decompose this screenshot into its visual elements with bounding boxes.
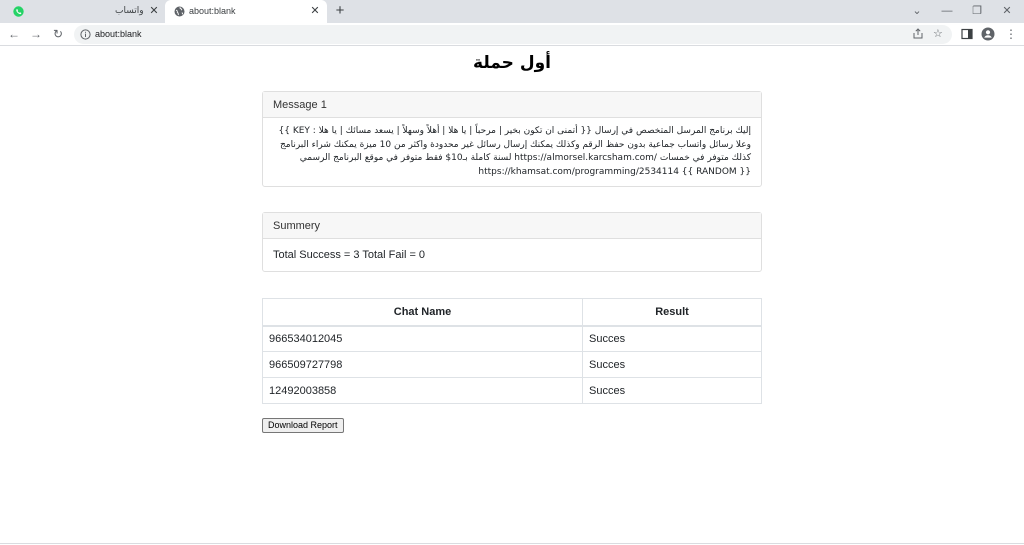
divider [0, 543, 1024, 544]
tab-title: واتساب [115, 6, 144, 16]
page-title: أول حملة [473, 53, 551, 73]
menu-dots-icon[interactable]: ⋮ [1005, 27, 1017, 41]
table-row [263, 378, 762, 404]
message-body: {{ KEY : إليك برنامج المرسل المتخصص في إرسال {{ أتمنى ان تكون بخير | مرحباً | يا هلا | أهلاً وسهلاً | يسعد مسائك | يا هلا وعلا رسائل واتساب جماعية بدون حفظ الرقم وكذلك يمكنك إرسال رسائل غير محدودة واكثر من 10 ميزة يمكنك شراء البرنامج لسنة كاملة بـ10$ فقط متوفر في موقع البرنامج الرسمي https://almorsel.karcsham.com/ كذلك متوفر في خمسات https://khamsat.com/programming/2534114 {{ RANDOM }} [278, 126, 751, 177]
tab-strip [0, 0, 1024, 23]
share-icon[interactable] [912, 28, 924, 40]
message-card [262, 91, 762, 187]
globe-icon [174, 6, 185, 17]
close-tab-icon[interactable]: ✕ [149, 5, 159, 17]
result-cell: Succes [583, 352, 762, 378]
tab-whatsapp[interactable] [0, 0, 165, 23]
reload-icon[interactable]: ↻ [52, 27, 64, 41]
table-row [263, 352, 762, 378]
summary-body: Total Success = 3 Total Fail = 0 [273, 249, 426, 261]
forward-icon[interactable]: → [30, 27, 42, 41]
back-icon[interactable]: ← [8, 27, 20, 41]
table-row [263, 326, 762, 352]
address-text[interactable]: about:blank [95, 29, 142, 39]
tab-title: about:blank [189, 6, 236, 16]
chat-name-cell: 12492003858 [263, 378, 583, 404]
message-card-header: Message 1 [263, 92, 761, 118]
browser-toolbar [0, 23, 1024, 46]
summary-card [262, 212, 762, 272]
chevron-down-icon[interactable]: ⌄ [912, 5, 922, 17]
new-tab-icon[interactable]: + [335, 2, 345, 19]
results-table [262, 298, 762, 404]
download-report-button[interactable]: Download Report [262, 418, 344, 433]
table-header-row [263, 299, 762, 326]
side-panel-icon[interactable] [960, 27, 974, 41]
column-header-chat-name: Chat Name [263, 299, 583, 326]
result-cell: Succes [583, 326, 762, 352]
chat-name-cell: 966509727798 [263, 352, 583, 378]
info-icon[interactable] [80, 29, 91, 40]
restore-icon[interactable]: ❐ [972, 5, 982, 17]
profile-avatar-icon[interactable] [981, 27, 995, 41]
minimize-icon[interactable]: — [941, 5, 953, 17]
whatsapp-icon [13, 6, 24, 17]
close-window-icon[interactable]: ✕ [1002, 5, 1012, 17]
summary-card-header: Summery [263, 213, 761, 239]
chat-name-cell: 966534012045 [263, 326, 583, 352]
tab-about-blank[interactable] [165, 0, 327, 23]
bookmark-star-icon[interactable]: ☆ [933, 28, 943, 40]
close-tab-icon[interactable]: ✕ [310, 5, 320, 17]
address-bar[interactable] [74, 25, 952, 44]
column-header-result: Result [583, 299, 762, 326]
result-cell: Succes [583, 378, 762, 404]
